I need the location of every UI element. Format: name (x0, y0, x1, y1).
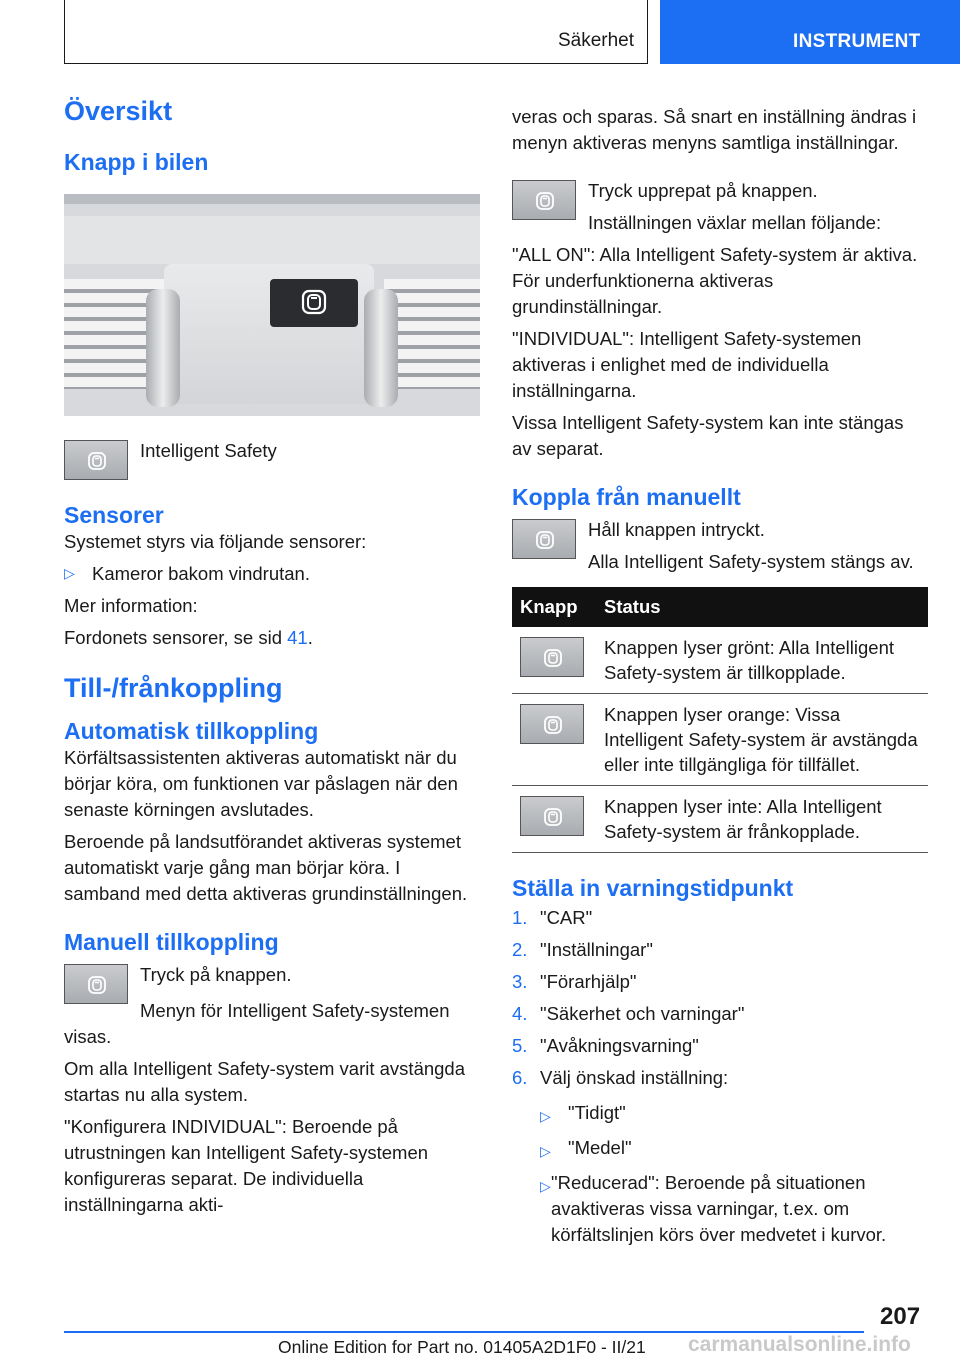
manual-step-text: Tryck på knappen. (140, 964, 292, 985)
list-item: 2. "Inställningar" (512, 939, 653, 960)
intelligent-safety-button-icon (520, 637, 584, 677)
header-section-title: Säkerhet (557, 30, 634, 51)
triangle-right-icon: ▷ (64, 565, 75, 581)
all-on-paragraph: "ALL ON": Alla Intelligent Safety-system är aktiva. För underfunktionerna aktiveras grundinställningar. (512, 244, 918, 317)
triangle-right-icon: ▷ (540, 1143, 551, 1159)
sensor-reference: Fordonets sensorer, se sid 41. (64, 627, 313, 648)
sensor-bullet-item: ▷ Kameror bakom vindrutan. (64, 561, 480, 587)
intelligent-safety-button-icon (64, 440, 128, 480)
left-column (64, 96, 480, 1218)
heading-knapp-i-bilen: Knapp i bilen (64, 149, 209, 175)
intelligent-safety-button-icon (520, 796, 584, 836)
status-text: Knappen lyser orange: Vissa Intelligent Safety-system är avstängda eller inte tillgängliga för tillfället. (596, 694, 928, 786)
table-row (512, 694, 928, 786)
table-row (512, 786, 928, 853)
triangle-right-icon: ▷ (540, 1178, 551, 1194)
repeat-step-text: Tryck upprepat på knappen. (588, 180, 818, 201)
header-tab-instrument[interactable]: INSTRUMENT (660, 0, 960, 64)
status-table (512, 587, 928, 853)
option-item: ▷ "Medel" (512, 1135, 928, 1164)
steps-list (512, 902, 928, 1094)
list-item: 6. Välj önskad inställning: (512, 1067, 729, 1088)
list-item: 4. "Säkerhet och varningar" (512, 1003, 745, 1024)
heading-till-frankoppling: Till-/frånkoppling (64, 673, 283, 703)
list-item: 1. "CAR" (512, 907, 593, 928)
icon-row-repeat-step (512, 178, 928, 236)
hold-step-text: Håll knappen intryckt. (588, 519, 765, 540)
manual-paragraph-2: Om alla Intelligent Safety-system varit avstängda startas nu alla system. (64, 1058, 466, 1105)
icon-row-intelligent-safety (64, 438, 480, 480)
heading-sensorer: Sensorer (64, 502, 164, 528)
watermark: carmanualsonline.info (688, 1333, 911, 1356)
status-text: Knappen lyser inte: Alla Intelligent Safety-system är frånkopplade. (596, 786, 928, 853)
continued-paragraph: veras och sparas. Så snart en inställning ändras i menyn aktiveras menyns samtliga inställningar. (512, 106, 917, 153)
heading-automatisk-tillkoppling: Automatisk tillkoppling (64, 718, 319, 744)
left-vent-knob (146, 289, 180, 407)
footer-edition: Online Edition for Part no. 01405A2D1F0 - II/21 (278, 1337, 646, 1357)
mer-information: Mer information: (64, 595, 198, 616)
icon-row-hold-step (512, 517, 928, 575)
hold-step-text-2: Alla Intelligent Safety-system stängs av. (588, 551, 914, 572)
intelligent-safety-button-photo (270, 279, 358, 327)
heading-koppla-fran-manuellt: Koppla från manuellt (512, 484, 741, 510)
table-row (512, 627, 928, 694)
option-item: ▷ "Reducerad": Beroende på situationen avaktiveras vissa varningar, t.ex. om körfältslinjen körs över medvetet i kurvor. (512, 1170, 928, 1248)
intelligent-safety-button-icon (520, 704, 584, 744)
intelligent-safety-button-icon (512, 519, 576, 559)
table-header-status: Status (596, 587, 928, 627)
sensor-intro: Systemet styrs via följande sensorer: (64, 531, 367, 552)
icon-label: Intelligent Safety (140, 440, 277, 461)
triangle-right-icon: ▷ (540, 1108, 551, 1124)
list-item: 3. "Förarhjälp" (512, 971, 637, 992)
heading-stalla-in-varningstidpunkt: Ställa in varningstidpunkt (512, 875, 794, 901)
page-link-41[interactable]: 41 (287, 627, 308, 648)
status-text: Knappen lyser grönt: Alla Intelligent Safety-system är tillkopplade. (596, 627, 928, 694)
right-air-vent (384, 279, 480, 389)
auto-paragraph-1: Körfältsassistenten aktiveras automatiskt när du börjar köra, om funktionen var påslagen när den senaste körningen avslutades. (64, 747, 458, 820)
intelligent-safety-button-icon (64, 964, 128, 1004)
option-item: ▷ "Tidigt" (512, 1100, 928, 1129)
manual-paragraph-3: "Konfigurera INDIVIDUAL": Beroende på utrustningen kan Intelligent Safety-systemen konfigureras separat. De individuella inställningarna akti- (64, 1116, 429, 1215)
auto-paragraph-2: Beroende på landsutförandet aktiveras systemet automatiskt varje gång man börjar köra. I samband med detta aktiveras grundinställningen. (64, 831, 468, 904)
table-header-knapp: Knapp (512, 587, 596, 627)
repeat-step-text-2: Inställningen växlar mellan följande: (588, 212, 882, 233)
intelligent-safety-button-icon (512, 180, 576, 220)
dashboard-photo (64, 194, 480, 416)
right-vent-knob (364, 289, 398, 407)
vissa-paragraph: Vissa Intelligent Safety-system kan inte stängas av separat. (512, 412, 904, 459)
page-number: 207 (880, 1303, 921, 1330)
heading-oversikt: Översikt (64, 96, 173, 126)
heading-manuell-tillkoppling: Manuell tillkoppling (64, 929, 279, 955)
list-item: 5. "Avåkningsvarning" (512, 1035, 699, 1056)
right-column (512, 104, 928, 1248)
individual-paragraph: "INDIVIDUAL": Intelligent Safety-systemen aktiveras i enlighet med de individuella inställningarna. (512, 328, 862, 401)
manual-step-continued: Menyn för Intelligent Safety-systemen visas. (64, 1000, 450, 1047)
